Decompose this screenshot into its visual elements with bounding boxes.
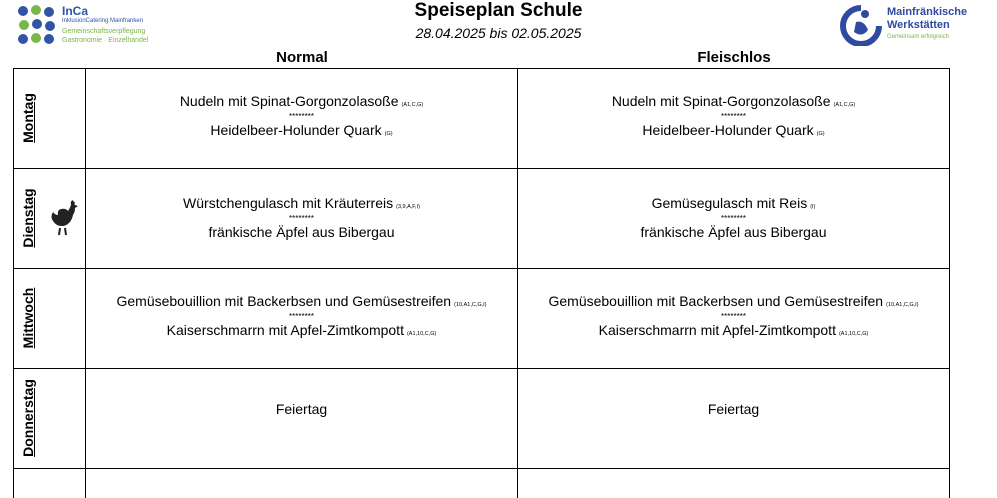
menu-cell-dienstag-fleischlos: [518, 168, 949, 268]
separator: ********: [289, 214, 314, 223]
allergen-codes: (A1,C,G): [833, 102, 856, 108]
main-dish: Würstchengulasch mit Kräuterreis (3,9,A,F,I): [183, 195, 420, 211]
holiday-note: Feiertag: [275, 400, 328, 417]
day-label-donnerstag: Donnerstag: [20, 379, 36, 457]
day-label-mittwoch: Mittwoch: [20, 287, 36, 349]
allergen-codes: (G): [384, 131, 393, 137]
column-header-fleischlos: Fleischlos: [697, 49, 771, 66]
menu-table: [13, 68, 950, 498]
allergen-codes: (A1,C,G): [401, 102, 424, 108]
menu-cell-montag-fleischlos: [518, 68, 949, 168]
dessert: fränkische Äpfel aus Bibergau: [208, 224, 395, 240]
main-dish: Gemüsegulasch mit Reis (I): [651, 195, 816, 211]
inca-brand: InCa: [62, 4, 89, 18]
allergen-codes: (A1,10,C,G): [838, 331, 869, 337]
column-header-normal: Normal: [276, 49, 328, 66]
main-dish: Gemüsebouillion mit Backerbsen und Gemüsestreifen (10,A1,C,G,I): [548, 293, 919, 309]
allergen-codes: (A1,10,C,G): [406, 331, 437, 337]
mainfraenkische-werkstaetten-logo: [838, 4, 988, 46]
page-title: Speiseplan Schule: [414, 0, 583, 21]
main-dish: Gemüsebouillion mit Backerbsen und Gemüsestreifen (10,A1,C,G,I): [116, 293, 487, 309]
menu-cell-donnerstag-normal: [86, 368, 517, 468]
dessert: Kaiserschmarrn mit Apfel-Zimtkompott (A1,10,C,G): [598, 322, 869, 338]
werkstaetten-name-line1: Mainfränkische: [887, 6, 968, 18]
main-dish: Nudeln mit Spinat-Gorgonzolasoße (A1,C,G): [611, 93, 856, 109]
allergen-codes: (10,A1,C,G,I): [886, 302, 919, 308]
werkstaetten-tagline: Gemeinsam erfolgreich: [887, 34, 950, 40]
holiday-note: Feiertag: [707, 400, 760, 417]
inca-subtitle: InklusionCatering Mainfranken: [62, 18, 144, 24]
dessert: Heidelbeer-Holunder Quark (G): [210, 122, 393, 138]
dessert: fränkische Äpfel aus Bibergau: [640, 224, 827, 240]
inca-service-line-2: Gastronomie · Einzelhandel: [62, 37, 149, 44]
menu-cell-mittwoch-normal: [86, 268, 517, 368]
separator: ********: [289, 112, 314, 121]
inca-service-line: Gemeinschaftsverpflegung: [62, 28, 146, 35]
main-dish: Nudeln mit Spinat-Gorgonzolasoße (A1,C,G): [179, 93, 424, 109]
dessert: Kaiserschmarrn mit Apfel-Zimtkompott (A1,10,C,G): [166, 322, 437, 338]
day-label-dienstag: Dienstag: [20, 188, 36, 248]
date-range: 28.04.2025 bis 02.05.2025: [415, 25, 582, 41]
table-border: [949, 68, 950, 498]
separator: ********: [721, 112, 746, 121]
allergen-codes: (I): [810, 204, 816, 210]
werkstaetten-mark-icon: [838, 4, 884, 46]
dessert: Heidelbeer-Holunder Quark (G): [642, 122, 825, 138]
menu-cell-montag-normal: [86, 68, 517, 168]
werkstaetten-name-line2: Werkstätten: [887, 19, 950, 31]
menu-cell-donnerstag-fleischlos: [518, 368, 949, 468]
allergen-codes: (10,A1,C,G,I): [454, 302, 487, 308]
menu-cell-mittwoch-fleischlos: [518, 268, 949, 368]
separator: ********: [289, 312, 314, 321]
menu-cell-dienstag-normal: [86, 168, 517, 268]
day-label-montag: Montag: [20, 93, 36, 143]
row-divider: [13, 468, 950, 469]
allergen-codes: (3,9,A,F,I): [396, 204, 420, 210]
separator: ********: [721, 214, 746, 223]
chicken-icon: [43, 168, 85, 268]
separator: ********: [721, 312, 746, 321]
allergen-codes: (G): [816, 131, 825, 137]
